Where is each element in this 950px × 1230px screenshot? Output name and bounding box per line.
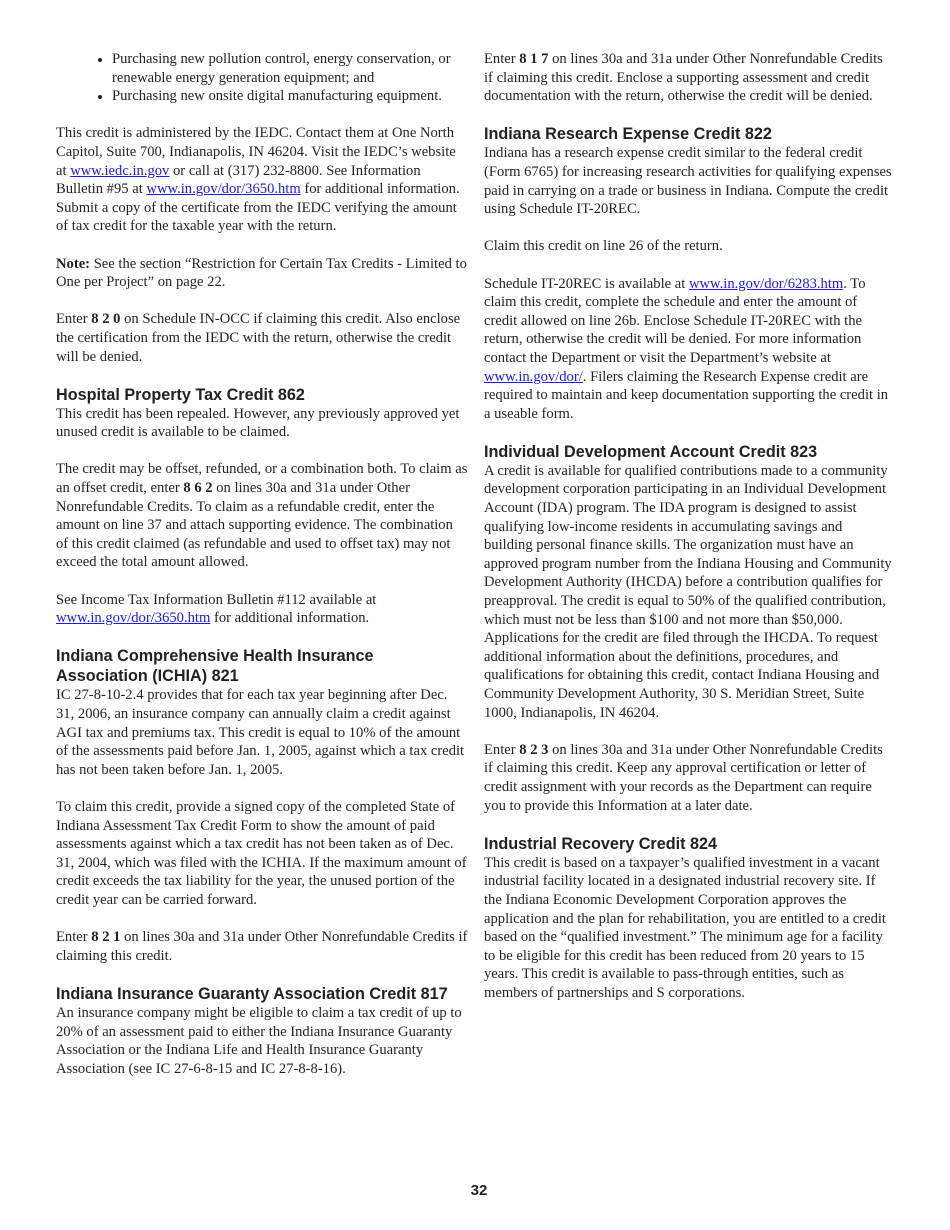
research-credit-heading: Indiana Research Expense Credit 822 xyxy=(484,125,772,144)
schedule-it20rec-link[interactable]: www.in.gov/dor/6283.htm xyxy=(688,275,844,292)
credit-code: 8 6 2 xyxy=(183,480,213,497)
industrial-credit-heading: Industrial Recovery Credit 824 xyxy=(484,834,718,853)
industrial-paragraph-1: This credit is based on a taxpayer’s qualified investment in a vacant industrial facility located in a designated industrial recovery site. If the Indiana Economic Development Corporation approves the application and the plan for rehabilitation, you are entitled to a credit based on the “qualified investment.” The minimum age for a facility to be eligible for this credit has been reduced from 20 years to 15 years. This credit is available to pass-through entities, such as members of partnerships and S corporations. xyxy=(484,854,886,1001)
guaranty-credit-heading: Indiana Insurance Guaranty Association Credit 817 xyxy=(56,984,448,1003)
page-number: 32 xyxy=(470,1182,488,1199)
note-label: Note: xyxy=(56,255,91,272)
research-paragraph-2: Claim this credit on line 26 of the return. xyxy=(484,238,723,255)
ida-paragraph-2: Enter 8 2 3 on lines 30a and 31a under Other Nonrefundable Credits if claiming this credit. Keep any approval certification or letter of credit assignment with your records as the Department can require you to provide this Information at a later date. xyxy=(484,741,883,814)
hospital-paragraph-1: This credit has been repealed. However, any previously approved yet unused credit is available to be claimed. xyxy=(56,405,460,441)
note-paragraph: Note: See the section “Restriction for Certain Tax Credits - Limited to One per Project” on page 22. xyxy=(56,255,467,291)
credit-code: 8 2 0 xyxy=(91,311,121,328)
hospital-paragraph-2: The credit may be offset, refunded, or a combination both. To claim as an offset credit, enter 8 6 2 on lines 30a and 31a under Other Nonrefundable Credits. To claim as a refundable credit, enter the amount on line 37 and attach supporting evidence. The combination of this credit claimed (as refundable and used to offset tax) may not exceed the total amount allowed. xyxy=(56,461,468,571)
hospital-paragraph-3: See Income Tax Information Bulletin #112 available at www.in.gov/dor/3650.htm for additional information. xyxy=(56,591,377,627)
research-paragraph-1: Indiana has a research expense credit similar to the federal credit (Form 6765) for increasing research activities for qualifying expenses paid in carrying on a trade or business in Indiana. Compute the credit using Schedule IT-20REC. xyxy=(484,145,892,218)
ida-credit-heading: Individual Development Account Credit 823 xyxy=(484,442,818,461)
left-column xyxy=(56,50,468,1097)
iedc-paragraph: This credit is administered by the IEDC. Contact them at One North Capitol, Suite 700, Indianapolis, IN 46204. Visit the IEDC’s website at www.iedc.in.gov or call at (317) 232-8800. See Information Bulletin #95 at www.in.gov/dor/3650.htm for additional information. Submit a copy of the certificate from the IEDC verifying the amount of tax credit for the taxable year with the return. xyxy=(56,125,460,235)
enter-817-paragraph: Enter 8 1 7 on lines 30a and 31a under Other Nonrefundable Credits if claiming this credit. Enclose a supporting assessment and credit documentation with the return, otherwise the credit will be denied. xyxy=(484,51,883,105)
ichia-paragraph-3: Enter 8 2 1 on lines 30a and 31a under Other Nonrefundable Credits if claiming this credit. xyxy=(56,929,468,964)
enter-820-paragraph: Enter 8 2 0 on Schedule IN-OCC if claiming this credit. Also enclose the certification from the IEDC with the return, otherwise the credit will be denied. xyxy=(56,311,461,365)
hospital-credit-heading: Hospital Property Tax Credit 862 xyxy=(56,385,305,404)
bulletin-112-link[interactable]: www.in.gov/dor/3650.htm xyxy=(56,610,211,627)
equipment-bullet-list xyxy=(56,50,468,106)
list-item: • Purchasing new pollution control, energy conservation, or renewable energy generation equipment; and xyxy=(112,50,468,87)
guaranty-paragraph-1: An insurance company might be eligible to claim a tax credit of up to 20% of an assessment paid to either the Indiana Insurance Guaranty Association or the Indiana Life and Health Insurance Guaranty Association (see IC 27-6-8-15 and IC 27-8-8-16). xyxy=(56,1004,462,1077)
ichia-paragraph-2: To claim this credit, provide a signed copy of the completed State of Indiana Assessment Tax Credit Form to show the amount of paid assessments against which a tax credit has not been taken as of Dec. 31, 2004, which was filed with the ICHIA. If the maximum amount of credit exceeds the tax liability for the year, the unused portion of the credit year can be carried forward. xyxy=(56,798,467,908)
ichia-credit-heading: Indiana Comprehensive Health Insurance Association (ICHIA) 821 xyxy=(56,647,374,686)
ida-paragraph-1: A credit is available for qualified contributions made to a community development corporation participating in an Individual Development Account (IDA) program. The IDA program is designed to assist qualifying low-income residents in accumulating savings and building personal finance skills. The organization must have an approved program number from the Indiana Housing and Community Development Authority (IHCDA) before a contribution qualifies for preapproval. The credit is equal to 50% of the qualified contribution, which must not be less than $100 and not more than $50,000. Applications for the credit are filed through the IHCDA. To request additional information about the definitions, procedures, and qualifications for obtaining this credit, contact Indiana Housing and Community Development Authority, 30 S. Meridian Street, Suite 1000, Indianapolis, IN 46204. xyxy=(484,462,892,721)
right-column xyxy=(484,50,894,1021)
department-website-link[interactable]: www.in.gov/dor/ xyxy=(484,368,583,385)
credit-code: 8 2 3 xyxy=(519,741,549,758)
credit-code: 8 1 7 xyxy=(519,51,549,67)
research-paragraph-3: Schedule IT-20REC is available at www.in.gov/dor/6283.htm. To claim this credit, complete the schedule and enter the amount of credit allowed on line 26b. Enclose Schedule IT-20REC with the return, otherwise the credit will be denied. For more information contact the Department or visit the Department’s website at www.in.gov/dor/. Filers claiming the Research Expense credit are required to maintain and keep documentation supporting the credit in a useable form. xyxy=(484,275,889,422)
list-item: • Purchasing new onsite digital manufacturing equipment. xyxy=(112,87,468,106)
iedc-website-link[interactable]: www.iedc.in.gov xyxy=(70,162,170,179)
ichia-paragraph-1: IC 27-8-10-2.4 provides that for each tax year beginning after Dec. 31, 2006, an insurance company can annually claim a credit against AGI tax and premiums tax. This credit is equal to 10% of the amount of the assessments paid before Jan. 1, 2005, against which a tax credit has not been taken before Jan. 1, 2005. xyxy=(56,687,465,778)
bulletin-95-link[interactable]: www.in.gov/dor/3650.htm xyxy=(146,181,301,198)
credit-code: 8 2 1 xyxy=(91,929,121,946)
